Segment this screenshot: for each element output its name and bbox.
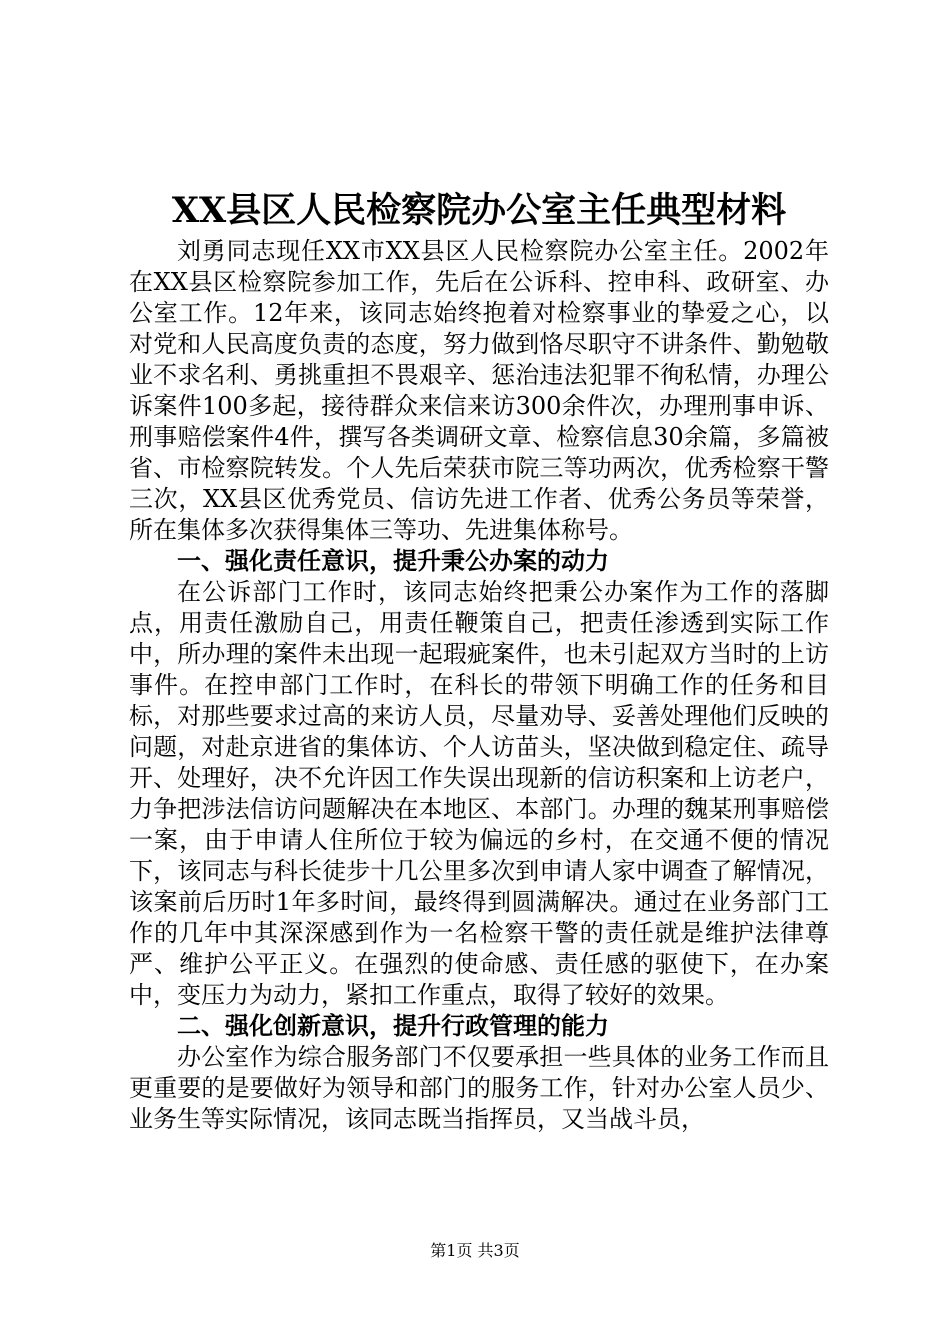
section-heading-1: 一、强化责任意识，提升秉公办案的动力 xyxy=(177,547,609,575)
document-body xyxy=(129,236,829,1135)
intro-paragraph: 刘勇同志现任XX市XX县区人民检察院办公室主任。2002年在XX县区检察院参加工作，先后在公诉科、控申科、政研室、办公室工作。12年来，该同志始终抱着对检察事业的挚爱之心，以对党和人民高度负责的态度，努力做到恪尽职守不讲条件、勤勉敬业不求名利、勇挑重担不畏艰辛、惩治违法犯罪不徇私情，办理公诉案件100多起，接待群众来信来访300余件次，办理刑事申诉、刑事赔偿案件4件，撰写各类调研文章、检察信息30余篇，多篇被省、市检察院转发。个人先后荣获市院三等功两次，优秀检察干警三次，XX县区优秀党员、信访先进工作者、优秀公务员等荣誉，所在集体多次获得集体三等功、先进集体称号。 xyxy=(129,237,829,544)
document-title: XX县区人民检察院办公室主任典型材料 xyxy=(171,190,787,231)
section-heading-2: 二、强化创新意识，提升行政管理的能力 xyxy=(177,1012,609,1040)
page-number-footer: 第1页 共3页 xyxy=(430,1241,520,1260)
section-paragraph-1: 在公诉部门工作时，该同志始终把秉公办案作为工作的落脚点，用责任激励自己，用责任鞭策自己，把责任渗透到实际工作中，所办理的案件未出现一起瑕疵案件，也未引起双方当时的上访事件。在控申部门工作时，在科长的带领下明确工作的任务和目标，对那些要求过高的来访人员，尽量劝导、妥善处理他们反映的问题，对赴京进省的集体访、个人访苗头，坚决做到稳定住、疏导开、处理好，决不允许因工作失误出现新的信访积案和上访老户，力争把涉法信访问题解决在本地区、本部门。办理的魏某刑事赔偿一案，由于申请人住所位于较为偏远的乡村，在交通不便的情况下，该同志与科长徒步十几公里多次到申请人家中调查了解情况，该案前后历时1年多时间，最终得到圆满解决。通过在业务部门工作的几年中其深深感到作为一名检察干警的责任就是维护法律尊严、维护公平正义。在强烈的使命感、责任感的驱使下，在办案中，变压力为动力，紧扣工作重点，取得了较好的效果。 xyxy=(129,578,829,1009)
section-paragraph-2: 办公室作为综合服务部门不仅要承担一些具体的业务工作而且更重要的是要做好为领导和部门的服务工作，针对办公室人员少、业务生等实际情况，该同志既当指挥员，又当战斗员， xyxy=(129,1043,829,1133)
